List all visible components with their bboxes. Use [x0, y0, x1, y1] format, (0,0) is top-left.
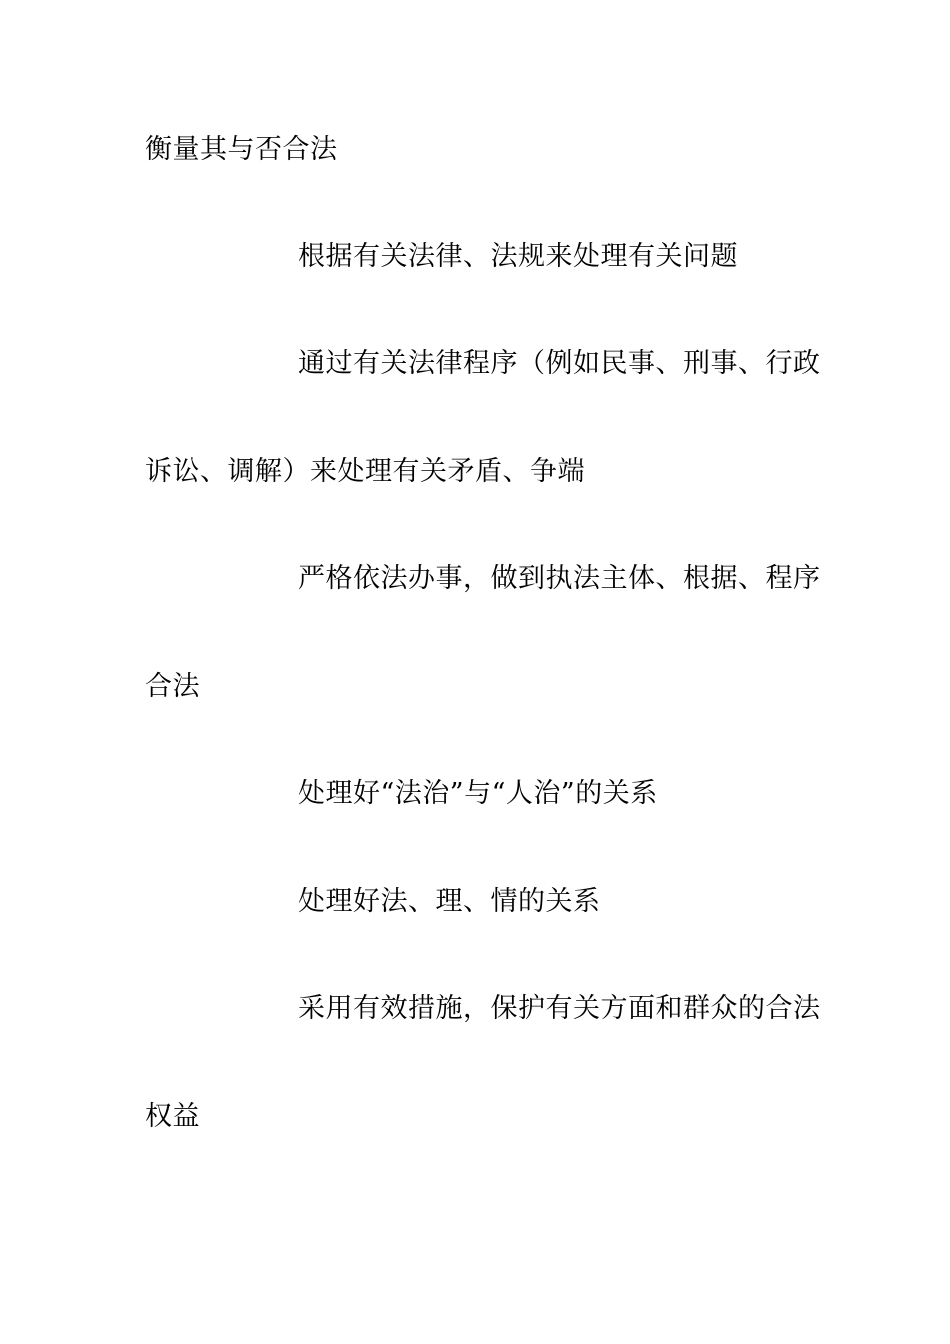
text-line-4: 诉讼、调解）来处理有关矛盾、争端 [145, 456, 585, 487]
text-line-8: 处理好法、理、情的关系 [298, 886, 601, 917]
text-line-5: 严格依法办事，做到执法主体、根据、程序 [298, 563, 821, 594]
text-line-3: 通过有关法律程序（例如民事、刑事、行政 [298, 348, 821, 379]
text-line-6: 合法 [145, 671, 200, 702]
text-line-10: 权益 [145, 1101, 200, 1132]
text-line-7: 处理好“法治”与“人治”的关系 [298, 778, 658, 809]
text-line-9: 采用有效措施，保护有关方面和群众的合法 [298, 993, 821, 1024]
text-line-1: 衡量其与否合法 [145, 134, 338, 165]
text-line-2: 根据有关法律、法规来处理有关问题 [298, 241, 738, 272]
